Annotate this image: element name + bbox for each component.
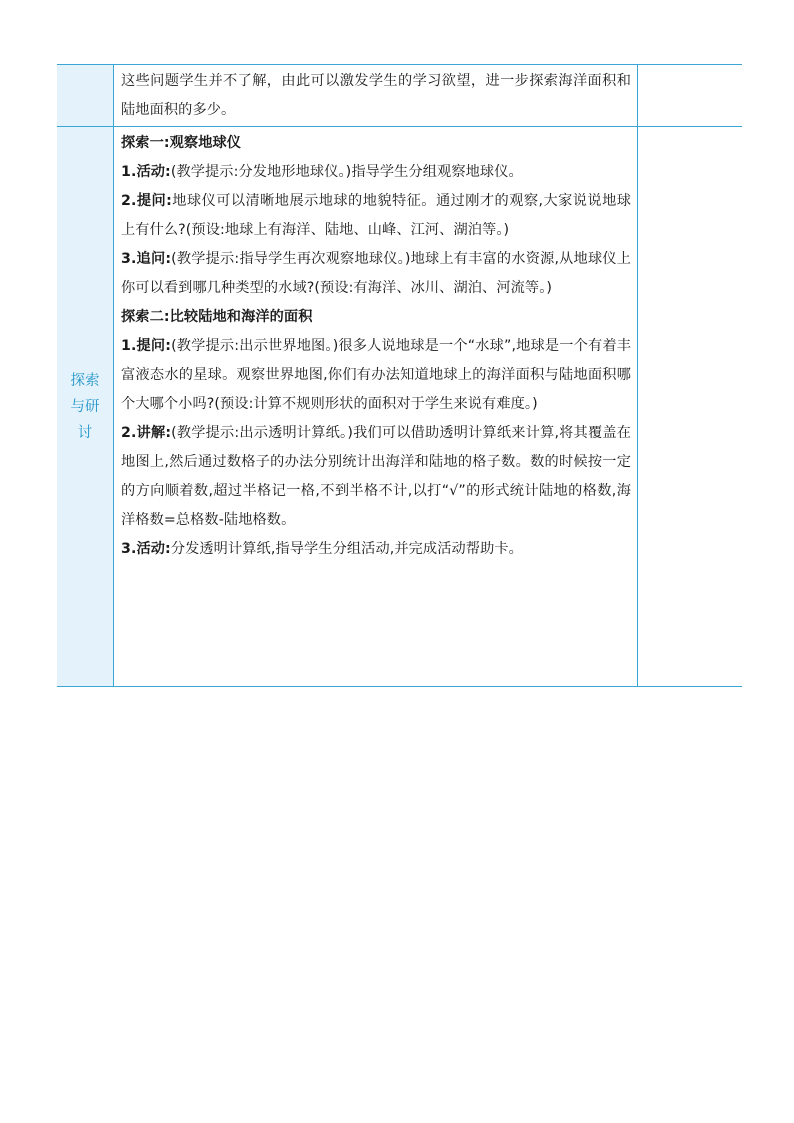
row-label-cell [57,127,114,687]
step-label: 3.追问: [121,251,172,267]
notes-cell [638,65,743,127]
step-label: 3.活动: [121,541,171,557]
step-text: (教学提示:分发地形地球仪。)指导学生分组观察地球仪。 [170,164,523,180]
paragraph [121,187,631,245]
heading-text: 探索二:比较陆地和海洋的面积 [121,309,313,325]
heading-text: 探索一:观察地球仪 [121,135,242,151]
step-text: (教学提示:指导学生再次观察地球仪。)地球上有丰富的水资源,从地球仪上你可以看到哪几种类型的水域?(预设:有海洋、冰川、湖泊、河流等。) [121,251,632,296]
step-text: 地球仪可以清晰地展示地球的地貌特征。通过刚才的观察,大家说说地球上有什么?(预设:地球上有海洋、陆地、山峰、江河、湖泊等。) [121,193,632,238]
step-label: 2.讲解: [121,425,172,441]
paragraph: 这些问题学生并不了解，由此可以激发学生的学习欲望，进一步探索海洋面积和陆地面积的多少。 [121,73,631,118]
table-row [57,127,742,687]
paragraph [121,419,631,535]
row-label-cell [57,65,114,127]
section-label-line: 探索 [70,372,100,389]
table-row [57,65,742,127]
step-text: (教学提示:出示透明计算纸。)我们可以借助透明计算纸来计算,将其覆盖在地图上,然后通过数格子的办法分别统计出海洋和陆地的格子数。数的时候按一定的方向顺着数,超过半格记一格,不到半格不计,以打“√”的形式统计陆地的格数,海洋格数=总格数-陆地格数。 [121,425,632,528]
paragraph [121,535,631,564]
section-label [57,368,113,446]
step-text: 分发透明计算纸,指导学生分组活动,并完成活动帮助卡。 [170,541,523,557]
content-cell [114,127,638,687]
paragraph [121,332,631,419]
step-label: 2.提问: [121,193,172,209]
content-cell [114,65,638,127]
lesson-table [57,64,742,687]
section-label-line: 讨 [77,424,93,441]
step-text: (教学提示:出示世界地图。)很多人说地球是一个“水球”,地球是一个有着丰富液态水的星球。观察世界地图,你们有办法知道地球上的海洋面积与陆地面积哪个大哪个小吗?(预设:计算不规则形状的面积对于学生来说有难度。) [121,338,632,412]
step-label: 1.提问: [121,338,172,354]
step-label: 1.活动: [121,164,171,180]
section-label-line: 与研 [70,398,100,415]
paragraph [121,158,631,187]
paragraph [121,245,631,303]
subsection-heading [121,129,631,158]
notes-cell [638,127,743,687]
subsection-heading [121,303,631,332]
